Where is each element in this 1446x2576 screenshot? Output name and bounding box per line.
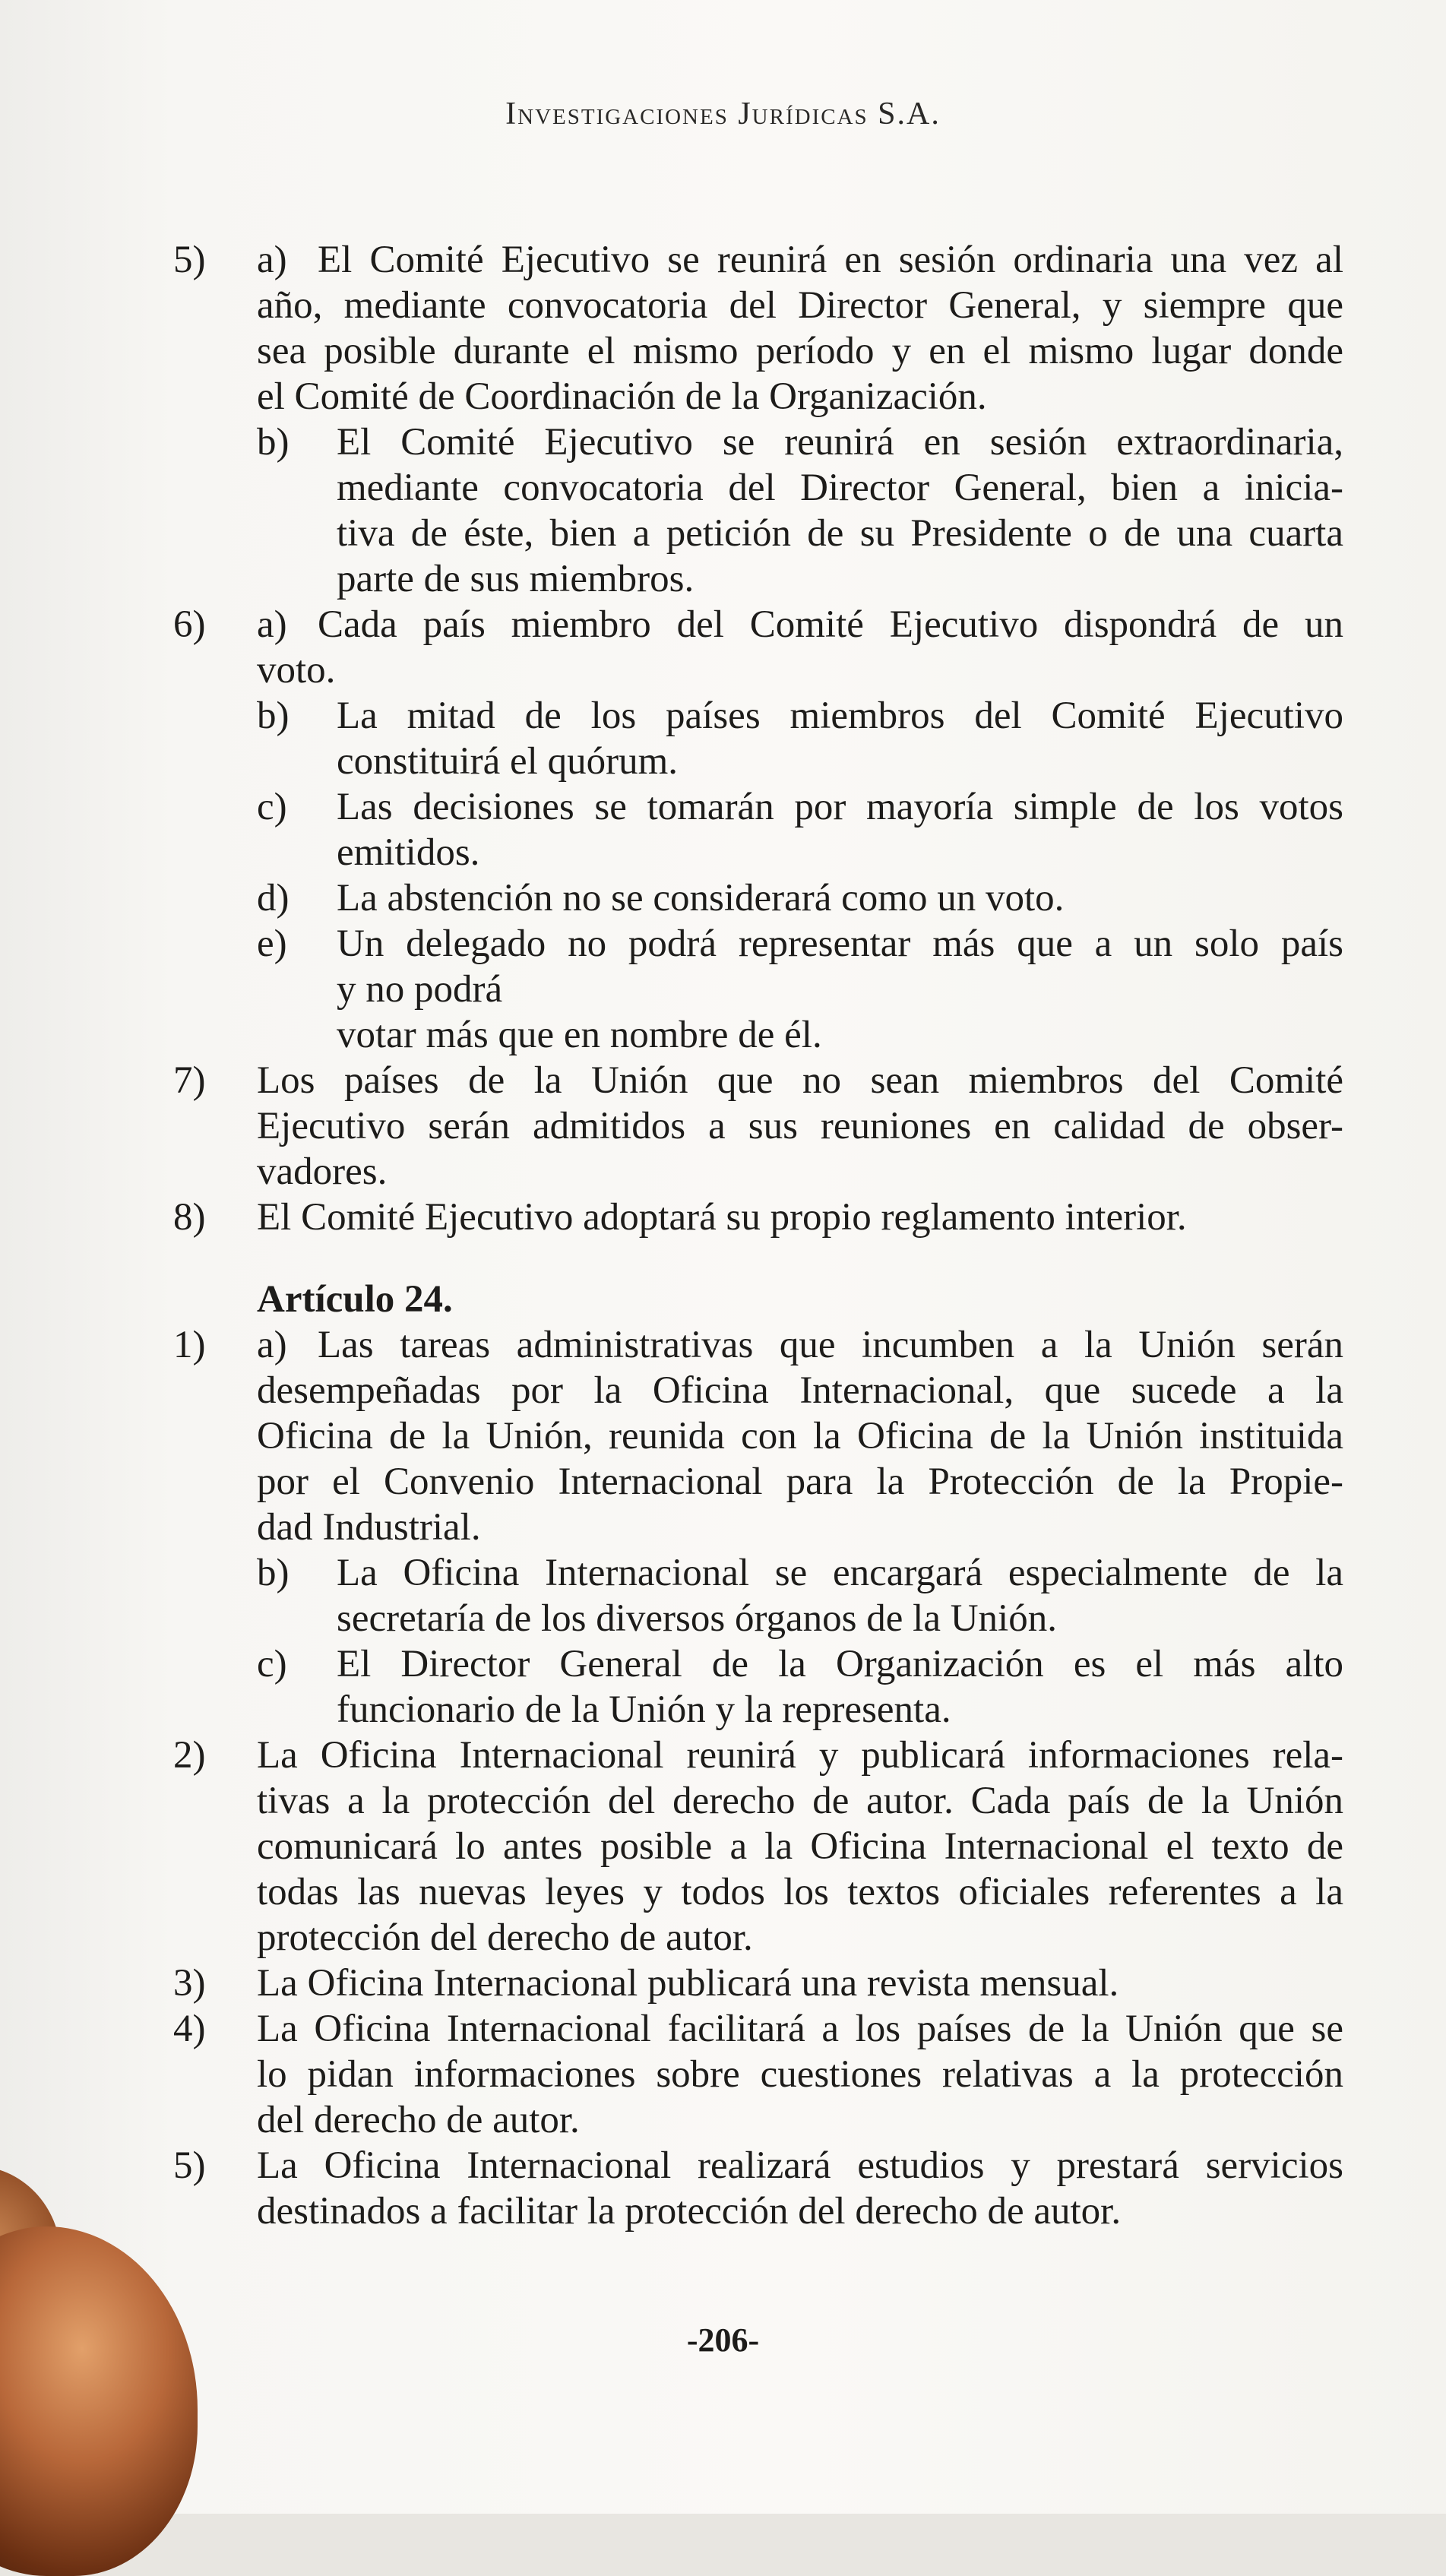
- line-text: y no podrá: [337, 968, 503, 1011]
- line-text: Ejecutivo serán admitidos a sus reuniones en calidad de obser-: [257, 1105, 1343, 1147]
- line-text: lo pidan informaciones sobre cuestiones relativas a la protección: [257, 2053, 1343, 2096]
- line-text: votar más que en nombre de él.: [337, 1014, 822, 1056]
- paragraph-number: 1): [173, 1324, 206, 1366]
- line-text: tiva de éste, bien a petición de su Presidente o de una cuarta: [337, 512, 1343, 555]
- line-text: Cada país miembro del Comité Ejecutivo dispondrá de un: [318, 603, 1343, 646]
- subparagraph-letter: c): [257, 1643, 287, 1685]
- subparagraph-letter: c): [257, 786, 287, 828]
- running-header: Investigaciones Jurídicas S.A.: [505, 97, 941, 131]
- line-text: parte de sus miembros.: [337, 558, 695, 600]
- line-text: Un delegado no podrá representar más que a un solo país: [337, 922, 1343, 965]
- paragraph-number: 3): [173, 1962, 206, 2005]
- line-text: El Director General de la Organización es el más alto: [337, 1643, 1343, 1685]
- line-text: voto.: [257, 649, 336, 691]
- line-text: constituirá el quórum.: [337, 740, 678, 783]
- line-text: emitidos.: [337, 831, 480, 874]
- line-text: vadores.: [257, 1150, 388, 1193]
- line-text: El Comité Ejecutivo adoptará su propio reglamento interior.: [257, 1196, 1187, 1239]
- subparagraph-letter: a): [257, 603, 287, 646]
- line-text: La Oficina Internacional facilitará a los países de la Unión que se: [257, 2008, 1343, 2050]
- line-text: El Comité Ejecutivo se reunirá en sesión extraordinaria,: [337, 421, 1343, 464]
- line-text: año, mediante convocatoria del Director General, y siempre que: [257, 284, 1343, 327]
- paragraph-number: 4): [173, 2008, 206, 2050]
- page-number: -206-: [686, 2321, 760, 2359]
- line-text: protección del derecho de autor.: [257, 1916, 753, 1959]
- line-text: destinados a facilitar la protección del derecho de autor.: [257, 2190, 1122, 2233]
- paragraph-number: 6): [173, 603, 206, 646]
- article-heading: Artículo 24.: [257, 1278, 453, 1321]
- line-text: desempeñadas por la Oficina Internacional, que sucede a la: [257, 1369, 1343, 1412]
- paragraph-number: 2): [173, 1734, 206, 1777]
- subparagraph-letter: b): [257, 1552, 290, 1594]
- line-text: Las tareas administrativas que incumben a la Unión serán: [318, 1324, 1343, 1366]
- line-text: La Oficina Internacional reunirá y publicará informaciones rela-: [257, 1734, 1343, 1777]
- paragraph-number: 8): [173, 1196, 206, 1239]
- line-text: La mitad de los países miembros del Comité Ejecutivo: [337, 695, 1343, 737]
- line-text: La Oficina Internacional se encargará especialmente de la: [337, 1552, 1343, 1594]
- line-text: La abstención no se considerará como un voto.: [337, 877, 1065, 919]
- line-text: por el Convenio Internacional para la Protección de la Propie-: [257, 1460, 1343, 1503]
- paragraph-number: 7): [173, 1059, 206, 1102]
- line-text: funcionario de la Unión y la representa.: [337, 1688, 951, 1731]
- subparagraph-letter: d): [257, 877, 290, 919]
- line-text: el Comité de Coordinación de la Organización.: [257, 375, 987, 418]
- line-text: del derecho de autor.: [257, 2099, 580, 2141]
- line-text: mediante convocatoria del Director General, bien a inicia-: [337, 467, 1343, 509]
- line-text: Oficina de la Unión, reunida con la Oficina de la Unión instituida: [257, 1415, 1343, 1457]
- paragraph-number: 5): [173, 2144, 206, 2187]
- line-text: comunicará lo antes posible a la Oficina Internacional el texto de: [257, 1825, 1343, 1868]
- subparagraph-letter: a): [257, 1324, 287, 1366]
- line-text: La Oficina Internacional realizará estudios y prestará servicios: [257, 2144, 1343, 2187]
- line-text: Las decisiones se tomarán por mayoría simple de los votos: [337, 786, 1343, 828]
- line-text: El Comité Ejecutivo se reunirá en sesión ordinaria una vez al: [318, 239, 1343, 281]
- subparagraph-letter: e): [257, 922, 287, 965]
- line-text: dad Industrial.: [257, 1506, 481, 1549]
- subparagraph-letter: a): [257, 239, 287, 281]
- subparagraph-letter: b): [257, 421, 290, 464]
- subparagraph-letter: b): [257, 695, 290, 737]
- paragraph-number: 5): [173, 239, 206, 281]
- line-text: tivas a la protección del derecho de autor. Cada país de la Unión: [257, 1780, 1343, 1822]
- thumb-image: [0, 2226, 198, 2576]
- line-text: sea posible durante el mismo período y en el mismo lugar donde: [257, 330, 1343, 372]
- line-text: La Oficina Internacional publicará una revista mensual.: [257, 1962, 1119, 2005]
- line-text: todas las nuevas leyes y todos los textos oficiales referentes a la: [257, 1871, 1343, 1913]
- line-text: secretaría de los diversos órganos de la Unión.: [337, 1597, 1057, 1640]
- line-text: Los países de la Unión que no sean miembros del Comité: [257, 1059, 1343, 1102]
